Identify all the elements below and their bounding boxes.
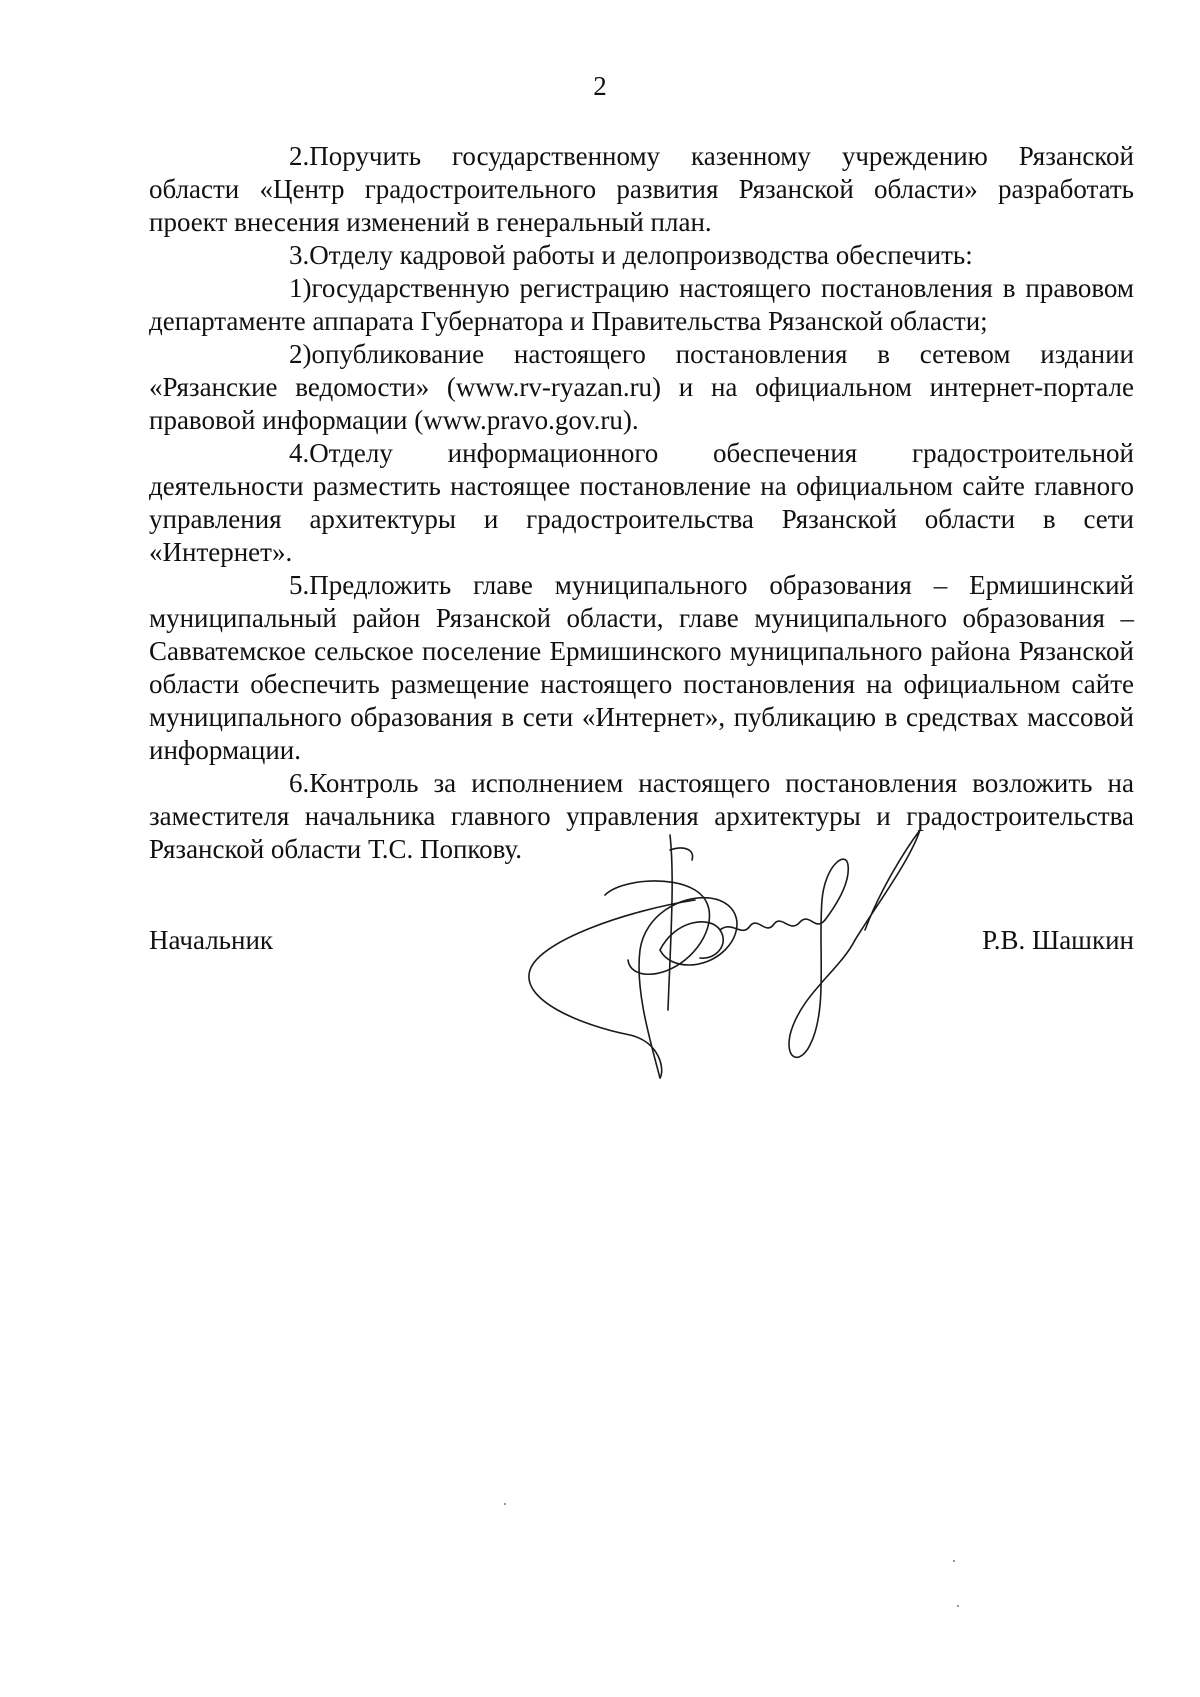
document-body [149,140,1134,866]
paragraph-text: Поручить государственному казенному учреждению Рязанской области «Центр градостроительного развития Рязанской области» разработать проект внесения изменений в генеральный план. [149,141,1134,237]
paragraph-2 [149,140,1134,239]
paragraph-4 [149,437,1134,569]
paragraph-text: Отделу информационного обеспечения градостроительной деятельности разместить настоящее постановление на официальном сайте главного управления архитектуры и градостроительства Рязанской области в сети «Интернет». [149,438,1134,567]
paragraph-number: 2. [289,141,310,171]
paragraph-text: государственную регистрацию настоящего постановления в правовом департаменте аппарата Губернатора и Правительства Рязанской области; [149,273,1134,336]
paragraph-3 [149,239,1134,272]
page-number: 2 [593,71,607,101]
signer-title: Начальник [149,925,274,955]
signer-name: Р.В. Шашкин [982,925,1134,955]
paragraph-5 [149,569,1134,767]
paragraph-text: опубликование настоящего постановления в сетевом издании «Рязанские ведомости» (www.rv-ryazan.ru) и на официальном интернет-портале правовой информации (www.pravo.gov.ru). [149,339,1134,435]
paragraph-text: Предложить главе муниципального образования – Ермишинский муниципальный район Рязанской области, главе муниципального образования – Савватемское сельское поселение Ермишинского муниципального района Рязанской области обеспечить размещение настоящего постановления на официальном сайте муниципального образования в сети «Интернет», публикацию в средствах массовой информации. [149,570,1134,765]
paragraph-number: 2) [289,339,312,369]
scan-speck [953,1560,955,1562]
paragraph-3-1 [149,272,1134,338]
paragraph-number: 1) [289,273,312,303]
paragraph-text: Отделу кадровой работы и делопроизводства обеспечить: [309,240,973,270]
paragraph-number: 6. [289,768,310,798]
paragraph-3-2 [149,338,1134,437]
scan-speck [504,1503,506,1505]
scan-speck [957,1605,959,1607]
paragraph-text: Контроль за исполнением настоящего постановления возложить на заместителя начальника главного управления архитектуры и градостроительства Рязанской области Т.С. Попкову. [149,768,1134,864]
paragraph-number: 4. [289,438,310,468]
paragraph-number: 5. [289,570,310,600]
signature-block [149,922,1134,958]
paragraph-number: 3. [289,240,310,270]
